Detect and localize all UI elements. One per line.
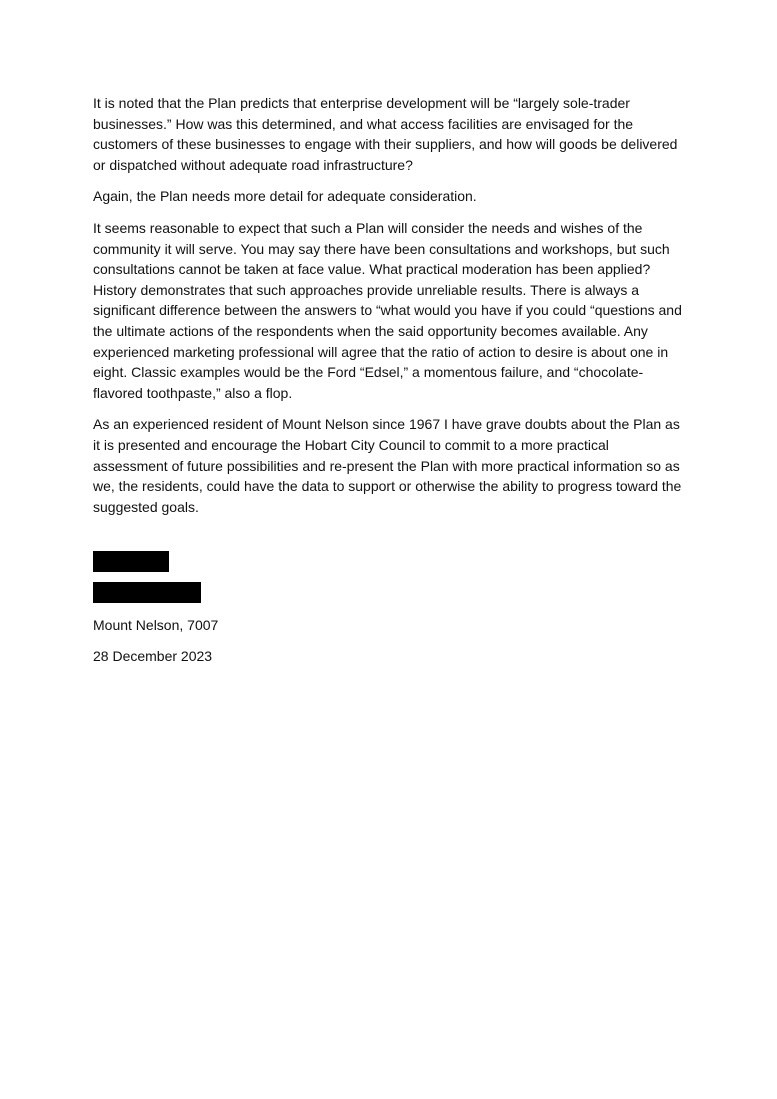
letter-body [93,93,685,676]
paragraph-community-consultation: It seems reasonable to expect that such a Plan will consider the needs and wishes of the community it will serve. You may say there have been consultations and workshops, but such consultations cannot be taken at face value. What practical moderation has been applied? History demonstrates that such approaches provide unreliable results. There is always a significant difference between the answers to “what would you have if you could “questions and the ultimate actions of the respondents when the said opportunity becomes available. Any experienced marketing professional will agree that the ratio of action to desire is about one in eight. Classic examples would be the Ford “Edsel,” a momentous failure, and “chocolate-flavored toothpaste,” also a flop. [93,219,682,401]
redacted-address [93,582,201,603]
paragraph-resident-concerns: As an experienced resident of Mount Nelson since 1967 I have grave doubts about the Plan as it is presented and encourage the Hobart City Council to commit to a more practical assessment of future possibilities and re-present the Plan with more practical information so as we, the residents, could have the data to support or otherwise the ability to progress toward the suggested goals. [93,416,682,515]
signature-block [93,551,685,666]
signature-location: Mount Nelson, 7007 [93,617,219,634]
paragraph-enterprise-development: It is noted that the Plan predicts that enterprise development will be “largely sole-trader businesses.” How was this determined, and what access facilities are envisaged for the customers of these businesses to engage with their suppliers, and how will goods be delivered or dispatched without adequate road infrastructure? [93,95,678,173]
signature-date: 28 December 2023 [93,647,213,664]
paragraph-more-detail: Again, the Plan needs more detail for adequate consideration. [93,188,477,205]
redacted-name [93,551,169,572]
